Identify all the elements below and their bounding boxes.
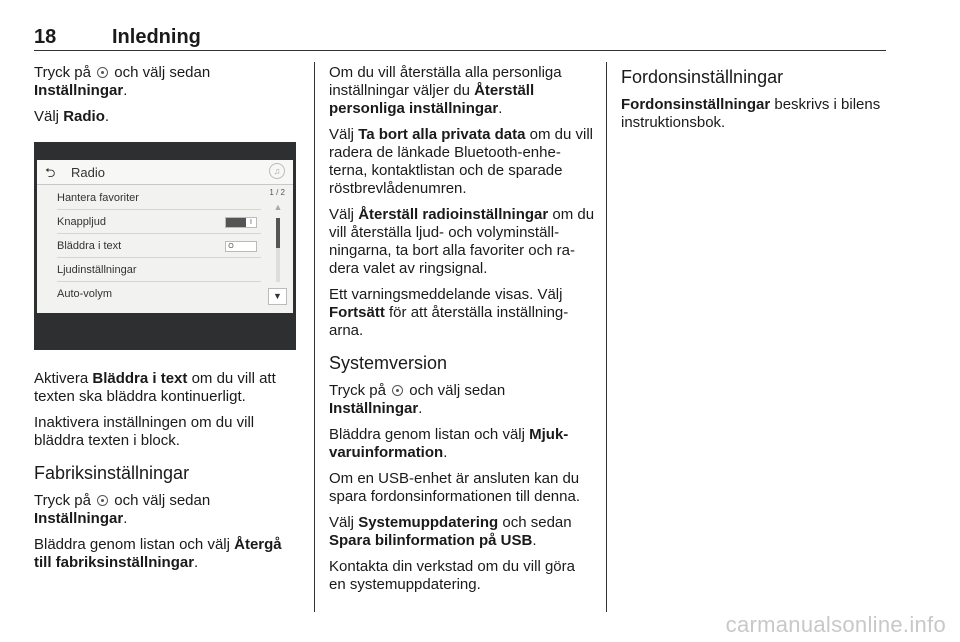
menu-item-key-sound[interactable]: Knappljud I (57, 210, 261, 234)
scroll-up-icon[interactable]: ▲ (273, 202, 283, 212)
screen-title: Radio (71, 165, 105, 180)
paragraph: Aktivera Bläddra i text om du vill att texten ska bläddra kontinuerligt. (34, 370, 276, 405)
scrollbar[interactable] (276, 218, 280, 282)
paragraph: Om du vill återställa alla personliga inställningar väljer du Återställ personliga inställningar. (329, 64, 562, 117)
column-divider-1 (314, 62, 315, 612)
section-heading-factory: Fabriksinställningar (34, 463, 190, 483)
back-arrow-icon[interactable]: ⮌ (45, 165, 56, 180)
menu-item-scroll-text[interactable]: Bläddra i text O (57, 234, 261, 258)
header-rule (34, 50, 886, 51)
section-heading-system: Systemversion (329, 353, 448, 373)
paragraph: Kontakta din verkstad om du vill göra en systemuppdatering. (329, 558, 575, 593)
settings-gear-icon (392, 385, 403, 396)
paragraph: Välj Systemuppdatering och sedan Spara bilinformation på USB. (329, 514, 572, 549)
paragraph: Tryck på och välj sedan Inställningar. (329, 382, 506, 417)
paragraph: Bläddra genom listan och välj Återgå till fabriksinställningar. (34, 536, 282, 571)
scroll-text-toggle[interactable]: O (225, 241, 257, 252)
column-divider-2 (606, 62, 607, 612)
page-indicator: 1 / 2 (269, 188, 285, 197)
paragraph: Välj Radio. (34, 108, 110, 125)
column-3 (621, 64, 889, 140)
menu-item-auto-volume[interactable]: Auto-volym (57, 288, 113, 300)
scroll-down-icon[interactable]: ▼ (268, 288, 287, 305)
key-sound-toggle[interactable]: I (225, 217, 257, 228)
radio-settings-screen-figure (34, 142, 296, 350)
chapter-title: Inledning (112, 26, 201, 48)
section-heading-vehicle: Fordonsinställningar (621, 67, 784, 87)
menu-item-audio-settings[interactable]: Ljudinställningar (57, 258, 261, 282)
settings-gear-icon (97, 67, 108, 78)
screen-panel (37, 160, 293, 313)
paragraph: Om en USB-enhet är ansluten kan du spara fordonsinformationen till denna. (329, 470, 580, 505)
paragraph: Tryck på och välj sedan Inställningar. (34, 64, 211, 99)
settings-gear-icon (97, 495, 108, 506)
column-1 (34, 64, 302, 580)
page-number: 18 (34, 26, 57, 48)
paragraph: Ett varningsmeddelande visas. Välj Fortsätt för att återställa inställning-arna. (329, 286, 569, 339)
paragraph: Tryck på och välj sedan Inställningar. (34, 492, 211, 527)
paragraph: Bläddra genom listan och välj Mjuk-varuinformation. (329, 426, 569, 461)
paragraph: Fordonsinställningar beskrivs i bilens instruktionsbok. (621, 96, 881, 131)
music-note-icon[interactable]: ♫ (269, 163, 285, 179)
column-2 (329, 64, 595, 602)
menu-item-manage-favorites[interactable]: Hantera favoriter (57, 186, 261, 210)
paragraph: Inaktivera inställningen om du vill bläddra texten i block. (34, 414, 255, 449)
paragraph: Välj Återställ radioinställningar om du vill återställa ljud- och volyminställ-ningarna, ta bort alla favoriter och ra-dera valet av ringsignal. (329, 206, 595, 277)
paragraph: Välj Ta bort alla privata data om du vill radera de länkade Bluetooth-enhe-terna, kontaktlistan och de sparade röstbrevlådenumren. (329, 126, 593, 197)
watermark: carmanualsonline.info (725, 612, 946, 637)
screen-titlebar (37, 160, 293, 185)
